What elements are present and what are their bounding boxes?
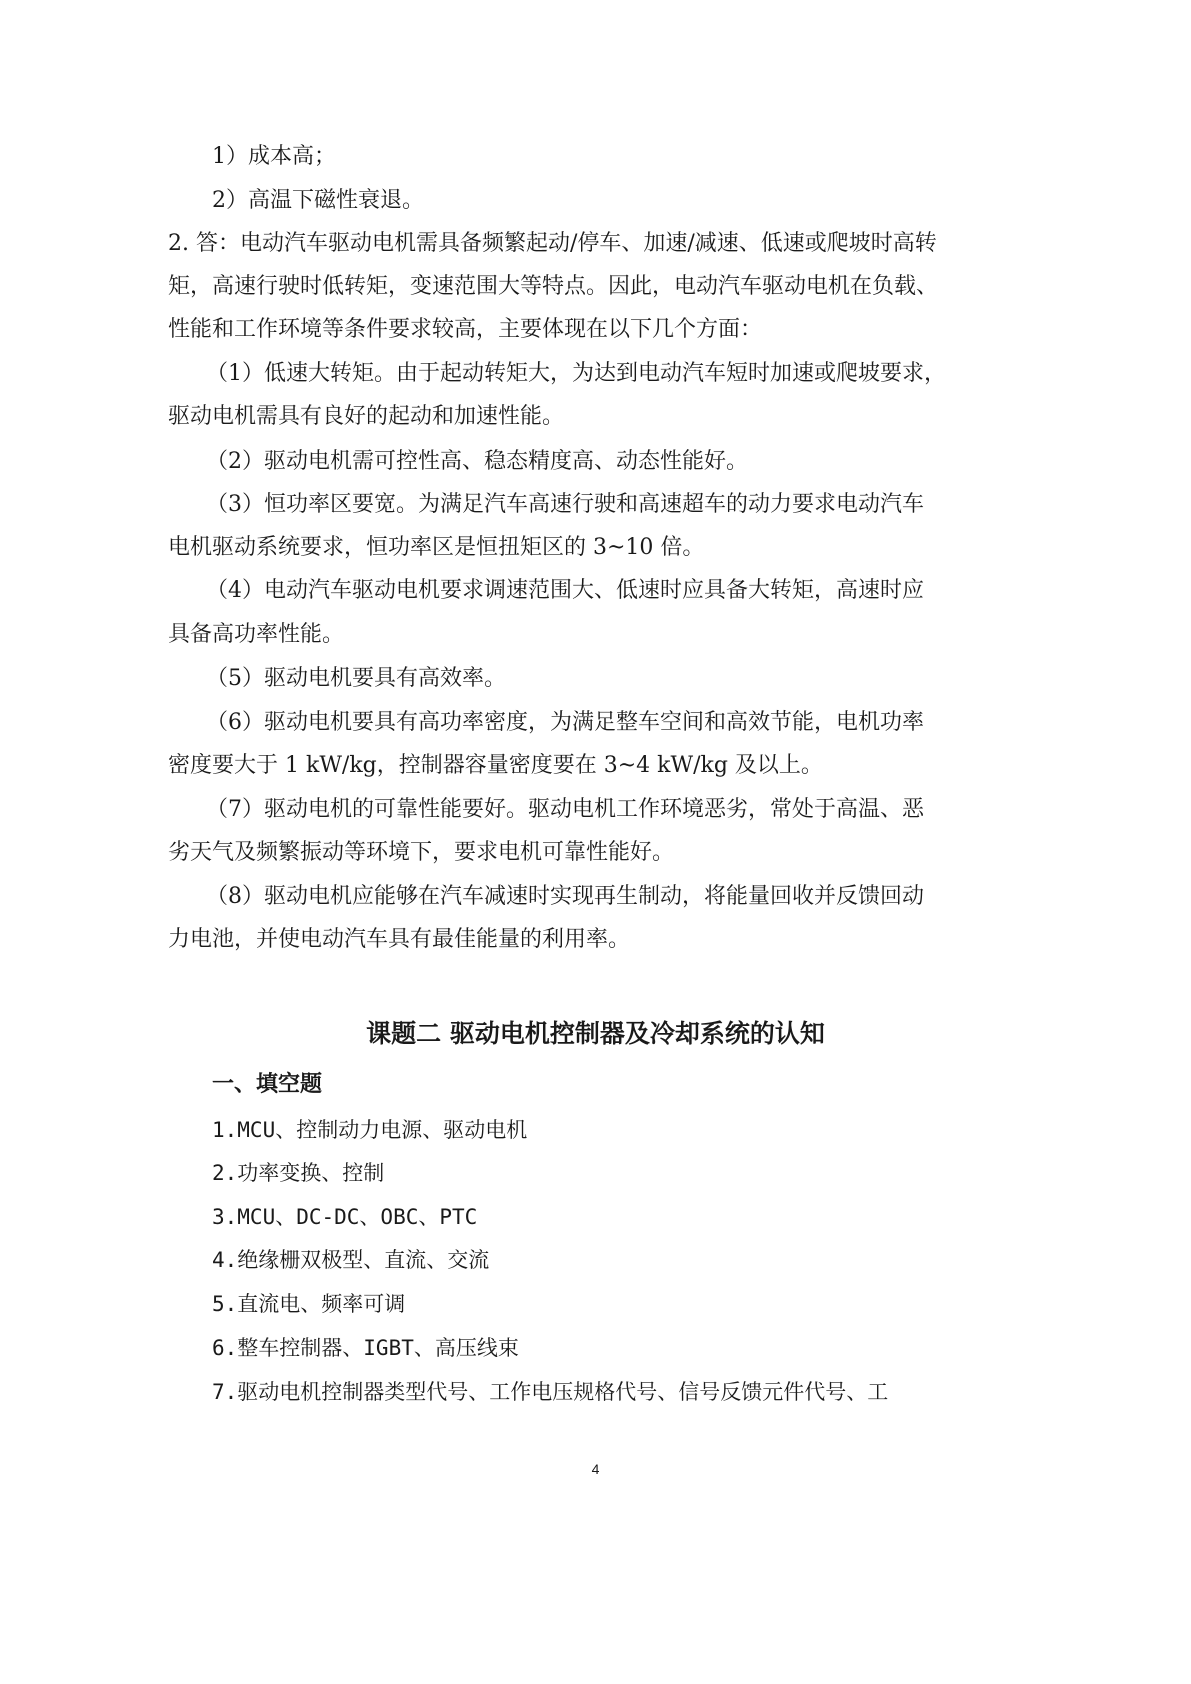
answer-item: 2.功率变换、控制 <box>212 1161 385 1185</box>
requirement-7-line: （7）驱动电机的可靠性能要好。驱动电机工作环境恶劣，常处于高温、恶 <box>206 797 924 822</box>
requirement-8-line: （8）驱动电机应能够在汽车减速时实现再生制动，将能量回收并反馈回动 <box>206 884 924 909</box>
page-number: 4 <box>591 1461 600 1477</box>
requirement-6-line: （6）驱动电机要具有高功率密度，为满足整车空间和高效节能，电机功率 <box>206 710 924 735</box>
answer-item: 5.直流电、频率可调 <box>212 1292 406 1316</box>
answer-2-paragraph-line: 矩，高速行驶时低转矩，变速范围大等特点。因此，电动汽车驱动电机在负载、 <box>168 274 939 299</box>
answer-item: 1.MCU、控制动力电源、驱动电机 <box>212 1118 528 1142</box>
answer-item: 3.MCU、DC-DC、OBC、PTC <box>212 1205 478 1229</box>
requirement-5-line: （5）驱动电机要具有高效率。 <box>206 666 506 691</box>
requirement-3-line: 电机驱动系统要求，恒功率区是恒扭矩区的 3~10 倍。 <box>168 535 705 560</box>
section-title: 课题二 驱动电机控制器及冷却系统的认知 <box>366 1019 825 1048</box>
list-item-cost-high: 1）成本高； <box>212 144 336 169</box>
answer-item: 7.驱动电机控制器类型代号、工作电压规格代号、信号反馈元件代号、工 <box>212 1380 889 1404</box>
requirement-4-line: （4）电动汽车驱动电机要求调速范围大、低速时应具备大转矩，高速时应 <box>206 578 924 603</box>
list-item-magnetism-decline: 2）高温下磁性衰退。 <box>212 188 424 213</box>
requirement-1-line: 驱动电机需具有良好的起动和加速性能。 <box>168 404 565 429</box>
requirement-3-line: （3）恒功率区要宽。为满足汽车高速行驶和高速超车的动力要求电动汽车 <box>206 492 924 517</box>
requirement-1-line: （1）低速大转矩。由于起动转矩大，为达到电动汽车短时加速或爬坡要求， <box>206 361 946 386</box>
requirement-4-line: 具备高功率性能。 <box>168 622 345 647</box>
requirement-7-line: 劣天气及频繁振动等环境下，要求电机可靠性能好。 <box>168 840 675 865</box>
answer-2-paragraph-line: 2. 答：电动汽车驱动电机需具备频繁起动/停车、加速/减速、低速或爬坡时高转 <box>168 231 937 256</box>
sub-heading-fill-in-blanks: 一、填空题 <box>212 1072 323 1097</box>
requirement-6-line: 密度要大于 1 kW/kg，控制器容量密度要在 3~4 kW/kg 及以上。 <box>168 753 823 778</box>
answer-item: 4.绝缘栅双极型、直流、交流 <box>212 1248 490 1272</box>
answer-item: 6.整车控制器、IGBT、高压线束 <box>212 1336 519 1360</box>
requirement-2-line: （2）驱动电机需可控性高、稳态精度高、动态性能好。 <box>206 449 748 474</box>
answer-2-paragraph-line: 性能和工作环境等条件要求较高，主要体现在以下几个方面： <box>168 317 763 342</box>
requirement-8-line: 力电池，并使电动汽车具有最佳能量的利用率。 <box>168 927 631 952</box>
